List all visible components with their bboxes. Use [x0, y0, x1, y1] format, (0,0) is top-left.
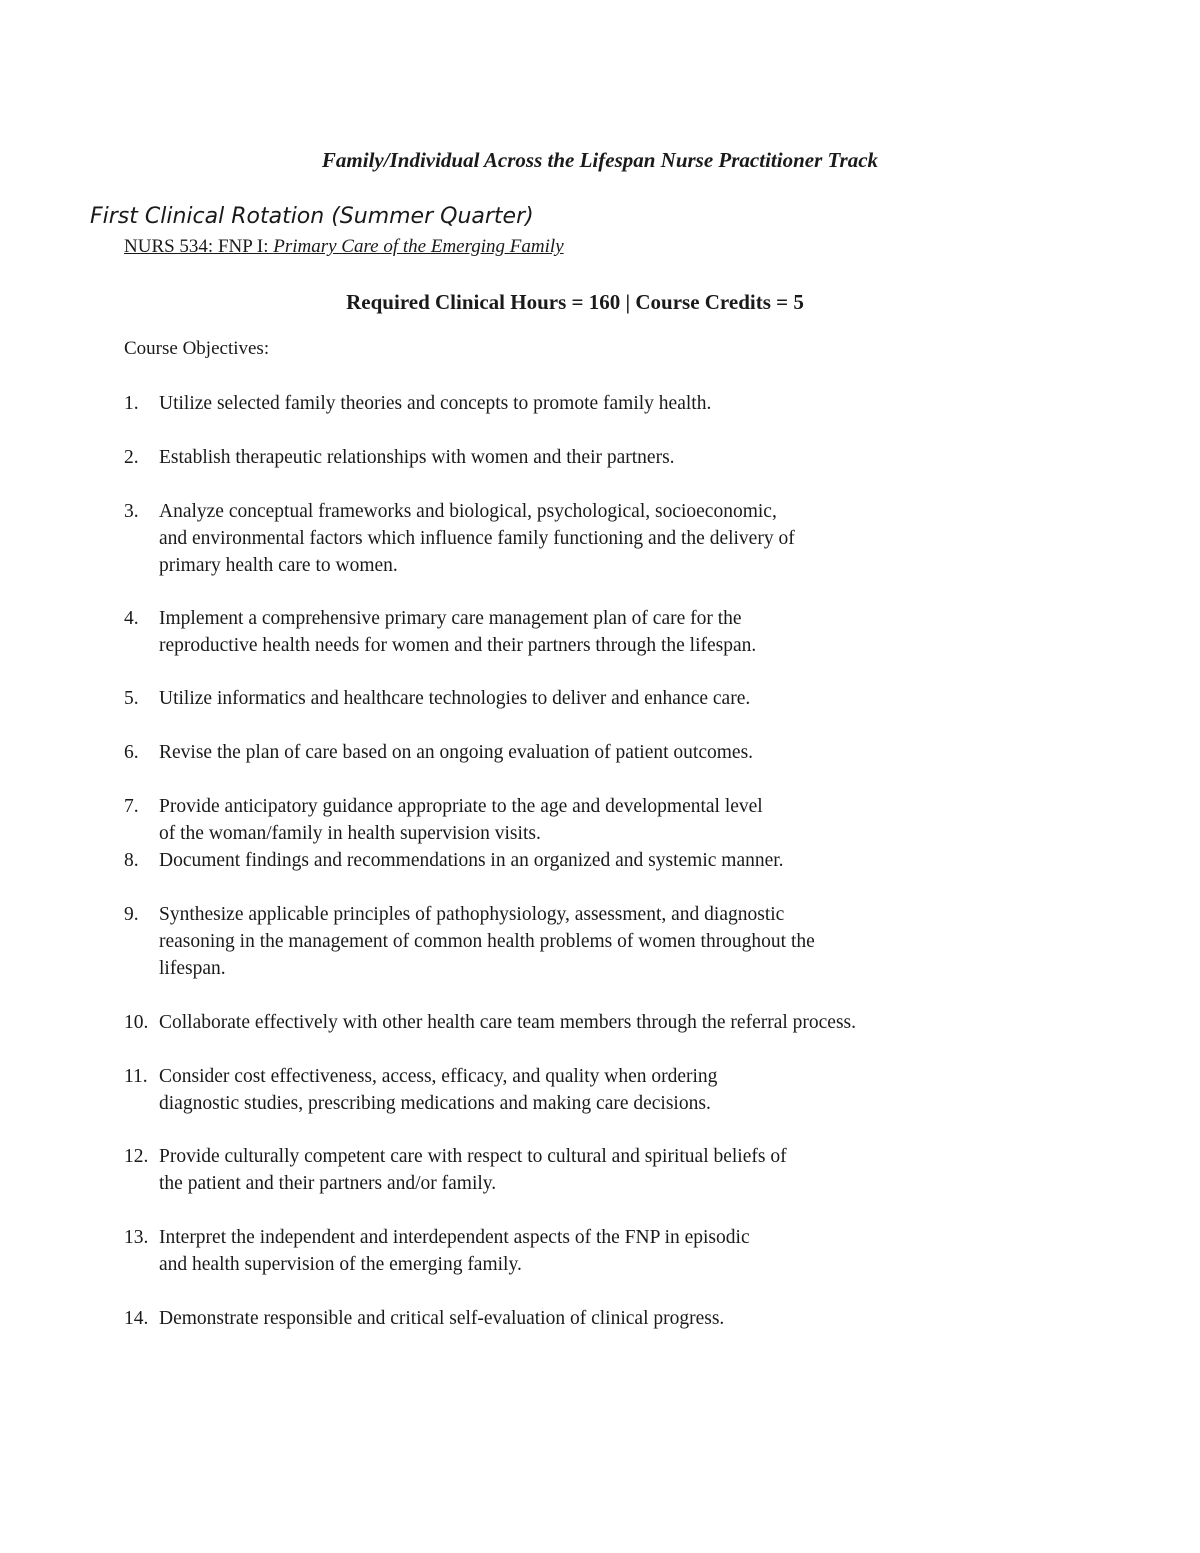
objective-item	[124, 739, 1024, 766]
objective-text: Implement a comprehensive primary care management plan of care for the	[159, 608, 742, 629]
objective-number: 5.	[124, 688, 139, 709]
objective-text: and health supervision of the emerging family.	[159, 1254, 522, 1275]
objective-number: 13.	[124, 1227, 149, 1248]
objective-text: the patient and their partners and/or family.	[159, 1173, 497, 1194]
objective-text: primary health care to women.	[159, 555, 398, 576]
objective-number: 14.	[124, 1308, 149, 1329]
objective-text: Synthesize applicable principles of pathophysiology, assessment, and diagnostic	[159, 904, 785, 925]
objective-item	[124, 390, 1024, 417]
objective-number: 9.	[124, 904, 139, 925]
objective-item	[124, 1224, 1024, 1278]
objective-text: Utilize selected family theories and concepts to promote family health.	[159, 393, 712, 414]
objective-text: Provide anticipatory guidance appropriate to the age and developmental level	[159, 796, 763, 817]
objective-text: Revise the plan of care based on an ongoing evaluation of patient outcomes.	[159, 742, 754, 763]
objective-number: 8.	[124, 850, 139, 871]
objective-text: Collaborate effectively with other health care team members through the referral process.	[159, 1012, 857, 1033]
objective-number: 7.	[124, 796, 139, 817]
objective-number: 3.	[124, 501, 139, 522]
requirements-line: Required Clinical Hours = 160 | Course Credits = 5	[346, 290, 804, 314]
objective-text: Provide culturally competent care with respect to cultural and spiritual beliefs of	[159, 1146, 787, 1167]
objective-number: 10.	[124, 1012, 149, 1033]
objective-number: 4.	[124, 608, 139, 629]
objective-item	[124, 498, 1024, 579]
course-name: Primary Care of the Emerging Family	[273, 236, 564, 257]
objective-text: of the woman/family in health supervision visits.	[159, 823, 541, 844]
objective-item	[124, 685, 1024, 712]
objective-item	[124, 847, 1024, 874]
objectives-label: Course Objectives:	[124, 338, 270, 359]
course-code: NURS 534: FNP I:	[124, 236, 274, 257]
objective-item	[124, 605, 1024, 659]
objective-item	[124, 1009, 1024, 1036]
objective-item	[124, 793, 1024, 847]
objective-number: 6.	[124, 742, 139, 763]
course-line	[124, 236, 564, 258]
objective-text: Utilize informatics and healthcare technologies to deliver and enhance care.	[159, 688, 751, 709]
track-title: Family/Individual Across the Lifespan Nurse Practitioner Track	[321, 148, 879, 172]
objective-text: reasoning in the management of common health problems of women throughout the	[159, 931, 815, 952]
objective-item	[124, 1063, 1024, 1117]
objective-text: Consider cost effectiveness, access, efficacy, and quality when ordering	[159, 1066, 718, 1087]
objective-number: 12.	[124, 1146, 149, 1167]
rotation-heading: First Clinical Rotation (Summer Quarter)	[90, 204, 534, 229]
objective-text: diagnostic studies, prescribing medications and making care decisions.	[159, 1093, 711, 1114]
objective-text: Analyze conceptual frameworks and biological, psychological, socioeconomic,	[159, 501, 777, 522]
objective-text: Document findings and recommendations in an organized and systemic manner.	[159, 850, 784, 871]
objective-item	[124, 1143, 1024, 1197]
objective-text: reproductive health needs for women and their partners through the lifespan.	[159, 635, 757, 656]
objective-text: Interpret the independent and interdependent aspects of the FNP in episodic	[159, 1227, 750, 1248]
objective-item	[124, 901, 1024, 982]
objective-text: Demonstrate responsible and critical self-evaluation of clinical progress.	[159, 1308, 725, 1329]
objective-number: 1.	[124, 393, 139, 414]
objective-number: 2.	[124, 447, 139, 468]
objective-text: and environmental factors which influence family functioning and the delivery of	[159, 528, 795, 549]
objective-number: 11.	[124, 1066, 148, 1087]
objective-item	[124, 1305, 1024, 1332]
objective-text: Establish therapeutic relationships with women and their partners.	[159, 447, 675, 468]
objective-text: lifespan.	[159, 958, 226, 979]
objective-item	[124, 444, 1024, 471]
